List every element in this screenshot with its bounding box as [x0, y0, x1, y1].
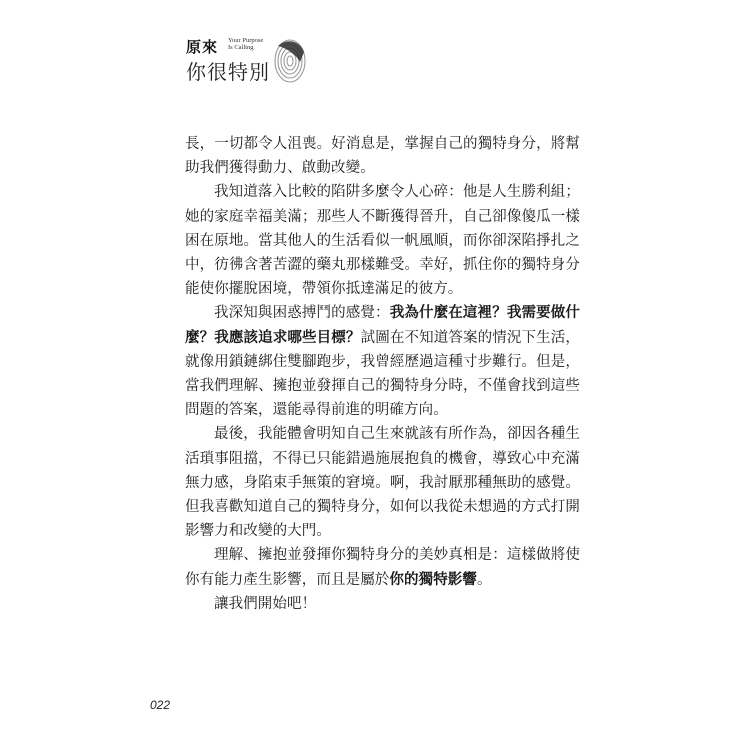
running-header: [186, 32, 316, 87]
paragraph-confusion-questions: 我為什麼在這裡？我需要做什麼？我應該追求哪些目標？: [185, 305, 580, 346]
book-title-english-line-2: Is Calling: [228, 44, 254, 51]
page-number: 022: [150, 698, 171, 712]
paragraph-confusion-intro: 我深知與困惑搏鬥的感覺：: [214, 305, 390, 322]
paragraph-truth: [185, 543, 580, 591]
paragraph-comparison-trap: 我知道落入比較的陷阱多麼令人心碎：他是人生勝利組；她的家庭幸福美滿；那些人不斷獲得晉升，自己卻像傻瓜一樣困在原地。當其他人的生活看似一帆風順，而你卻深陷掙扎之中，彷彿含著苦澀的藥丸那樣難受。幸好，抓住你的獨特身分能使你擺脫困境，帶領你抵達滿足的彼方。: [185, 184, 580, 298]
paragraph-continued: 長，一切都令人沮喪。好消息是，掌握自己的獨特身分，將幫助我們獲得動力、啟動改變。: [185, 136, 580, 177]
paragraph-confusion-rest: 試圖在不知道答案的情況下生活，就像用鎖鏈綁住雙腳跑步，我曾經歷過這種寸步難行。但是，當我們理解、擁抱並發揮自己的獨特身分時，不僅會找到這些問題的答案，還能尋得前進的明確方向。: [185, 329, 581, 419]
fingerprint-icon: [270, 34, 310, 84]
paragraph-lets-begin: 讓我們開始吧！: [214, 595, 317, 612]
paragraph-truth-emphasis: 你的獨特影響: [389, 571, 478, 588]
paragraph-truth-intro: 理解、擁抱並發揮你獨特身分的美妙真相是：這樣做將使你有能力產生影響，而且是屬於: [185, 547, 580, 588]
book-title-main: 原來: [186, 38, 219, 56]
paragraph-truth-end: 。: [477, 571, 492, 588]
paragraph-confusion: [185, 301, 580, 422]
page-body: [185, 132, 580, 616]
book-title-english-line-1: Your Purpose: [228, 37, 264, 44]
book-title-sub: 你很特別: [186, 60, 270, 84]
paragraph-helplessness: 最後，我能體會明知自己生來就該有所作為，卻因各種生活瑣事阻擋，不得已只能錯過施展抱負的機會，導致心中充滿無力感，身陷束手無策的窘境。啊，我討厭那種無助的感覺。但我喜歡知道自己的獨特身分，如何以我從未想過的方式打開影響力和改變的大門。: [185, 426, 580, 540]
